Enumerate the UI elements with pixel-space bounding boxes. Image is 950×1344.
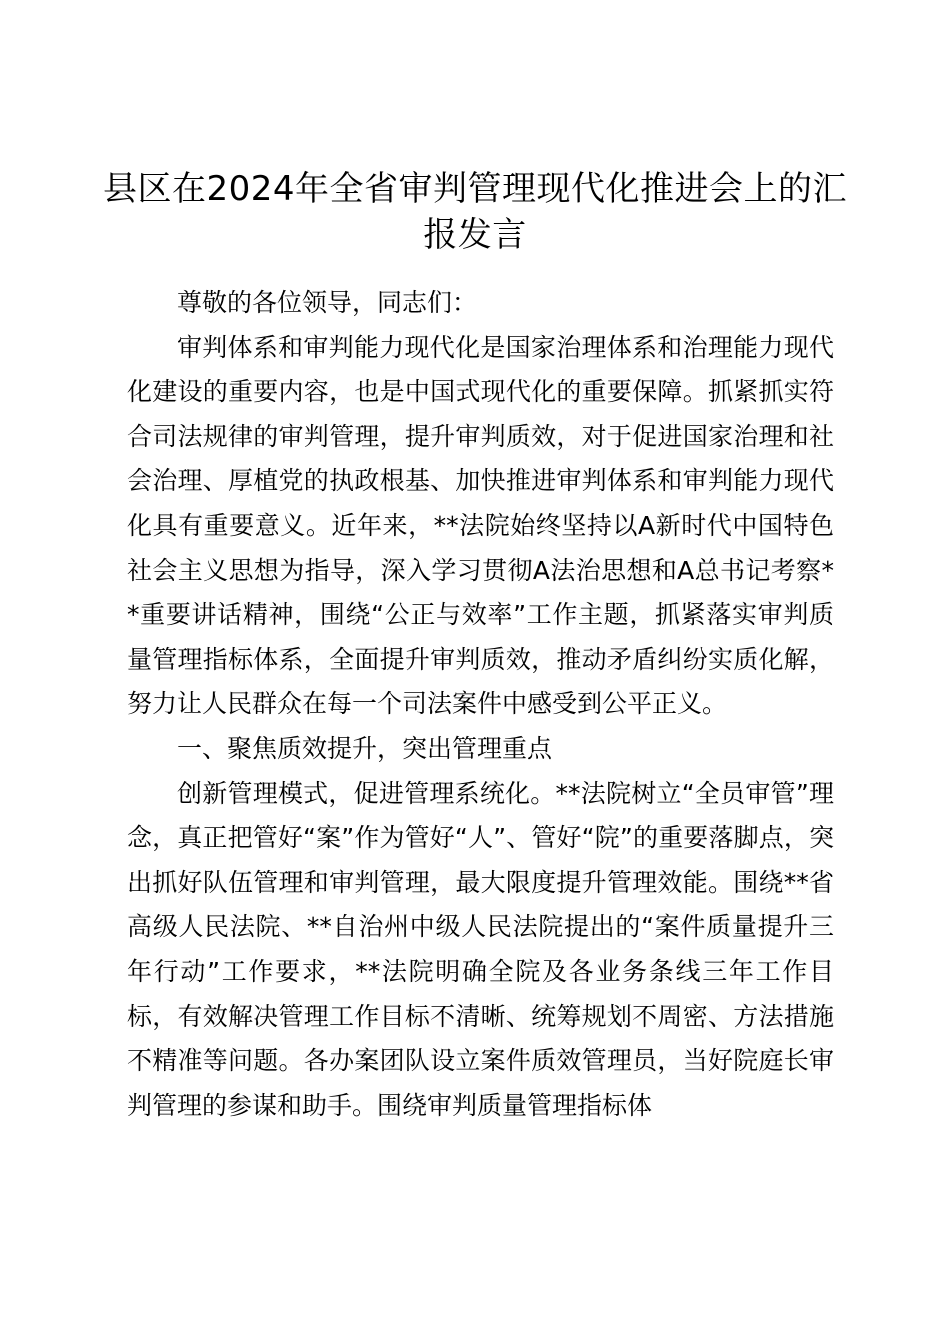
body-paragraph: 审判体系和审判能力现代化是国家治理体系和治理能力现代化建设的重要内容，也是中国式现代化的重要保障。抓紧抓实符合司法规律的审判管理，提升审判质效，对于促进国家治理和社会治理、厚植党的执政根基、加快推进审判体系和审判能力现代化具有重要意义。近年来，**法院始终坚持以A新时代中国特色社会主义思想为指导，深入学习贯彻A法治思想和A总书记考察**重要讲话精神，围绕“公正与效率”工作主题，抓紧落实审判质量管理指标体系，全面提升审判质效，推动矛盾纠纷实质化解，努力让人民群众在每一个司法案件中感受到公平正义。: [127, 332, 834, 719]
section-paragraph: 创新管理模式，促进管理系统化。**法院树立“全员审管”理念，真正把管好“案”作为管好“人”、管好“院”的重要落脚点，突出抓好队伍管理和审判管理，最大限度提升管理效能。围绕**省高级人民法院、**自治州中级人民法院提出的“案件质量提升三年行动”工作要求，**法院明确全院及各业务条线三年工作目标，有效解决管理工作目标不清晰、统筹规划不周密、方法措施不精准等问题。各办案团队设立案件质效管理员，当好院庭长审判管理的参谋和助手。围绕审判质量管理指标体: [127, 778, 834, 1120]
document-body: [127, 281, 834, 1128]
document-title: 县区在2024年全省审判管理现代化推进会上的汇报发言: [102, 169, 848, 255]
salutation: 尊敬的各位领导，同志们：: [177, 288, 478, 317]
section-heading: 一、聚焦质效提升，突出管理重点: [177, 733, 553, 763]
